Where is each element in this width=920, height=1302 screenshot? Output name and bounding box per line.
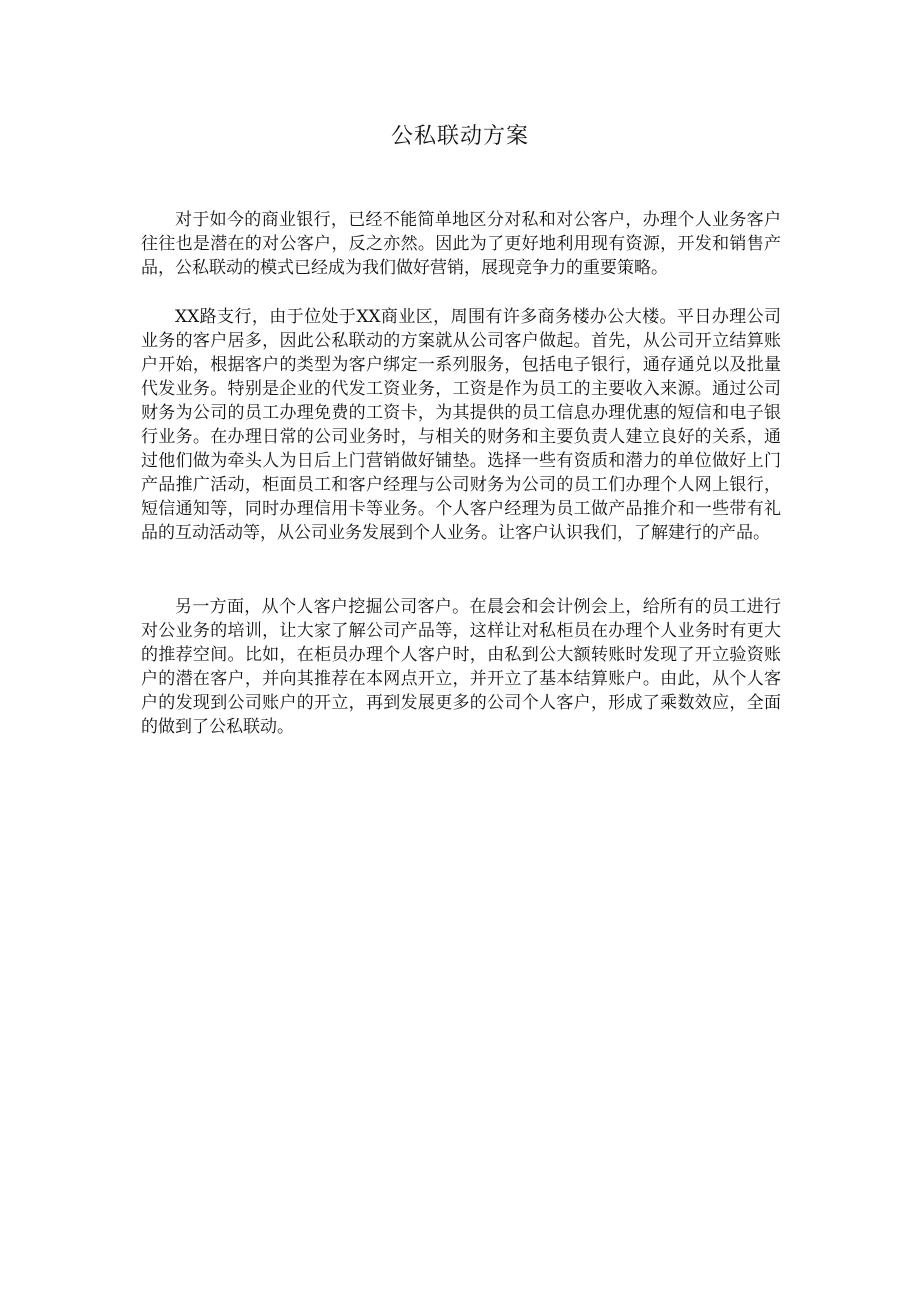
paragraph-branch-plan: XX路支行，由于位处于XX商业区，周围有许多商务楼办公大楼。平日办理公司业务的客户居多，因此公私联动的方案就从公司客户做起。首先，从公司开立结算账户开始，根据客户的类型为客户绑定一系列服务，包括电子银行，通存通兑以及批量代发业务。特别是企业的代发工资业务，工资是作为员工的主要收入来源。通过公司财务为公司的员工办理免费的工资卡，为其提供的员工信息办理优惠的短信和电子银行业务。在办理日常的公司业务时，与相关的财务和主要负责人建立良好的关系，通过他们做为牵头人为日后上门营销做好铺垫。选择一些有资质和潜力的单位做好上门产品推广活动，柜面员工和客户经理与公司财务为公司的员工们办理个人网上银行，短信通知等，同时办理信用卡等业务。个人客户经理为员工做产品推介和一些带有礼品的互动活动等，从公司业务发展到个人业务。让客户认识我们，了解建行的产品。 <box>141 307 781 543</box>
paragraph-intro: 对于如今的商业银行，已经不能简单地区分对私和对公客户，办理个人业务客户往往也是潜在的对公客户，反之亦然。因此为了更好地利用现有资源，开发和销售产品，公私联动的模式已经成为我们做好营销，展现竞争力的重要策略。 <box>141 210 781 278</box>
document-title: 公私联动方案 <box>390 124 529 149</box>
paragraph-personal-to-corporate: 另一方面，从个人客户挖掘公司客户。在晨会和会计例会上，给所有的员工进行对公业务的培训，让大家了解公司产品等，这样让对私柜员在办理个人业务时有更大的推荐空间。比如，在柜员办理个人客户时，由私到公大额转账时发现了开立验资账户的潜在客户，并向其推荐在本网点开立，并开立了基本结算账户。由此，从个人客户的发现到公司账户的开立，再到发展更多的公司个人客户，形成了乘数效应，全面的做到了公私联动。 <box>141 597 781 737</box>
